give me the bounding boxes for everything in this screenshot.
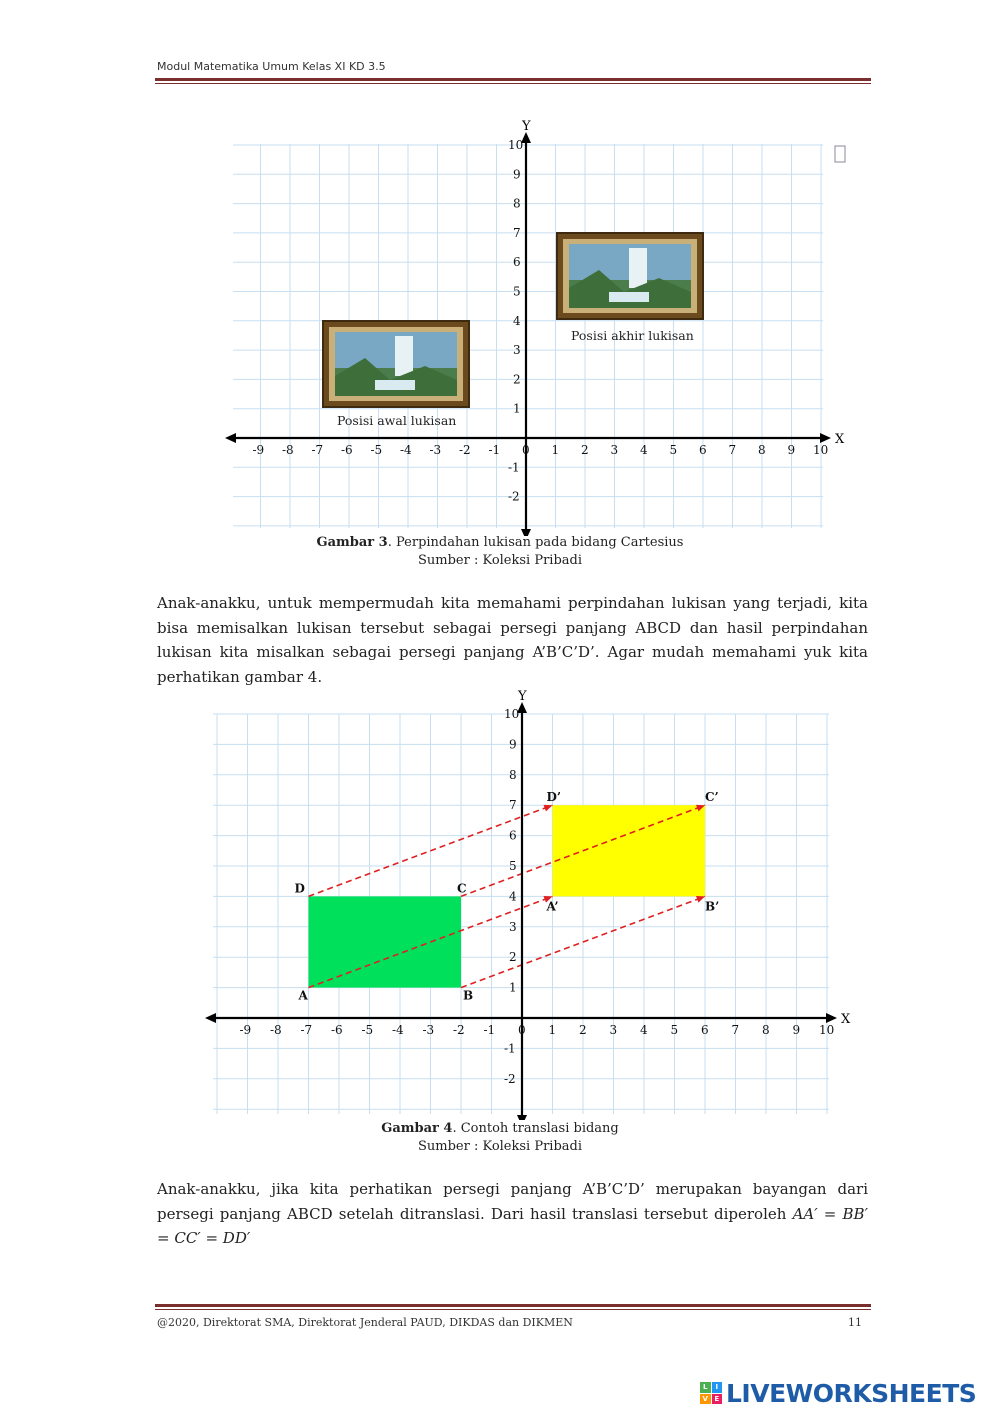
y-tick-label: 7: [509, 798, 517, 813]
x-tick-label: 2: [579, 1023, 587, 1037]
label-start-position: Posisi awal lukisan: [337, 413, 457, 428]
y-tick-label: 4: [509, 889, 517, 904]
paragraph-2-text: Anak-anakku, jika kita perhatikan persegi panjang A’B’C’D’ merupakan bayangan dari persegi panjang ABCD setelah ditranslasi. Dari hasil translasi tersebut diperoleh: [157, 1180, 868, 1223]
x-tick-label: -4: [392, 1023, 404, 1037]
vertex-label-c: C: [457, 881, 467, 896]
figure-4-translation-chart: [205, 688, 855, 1120]
y-tick-label: 1: [513, 401, 521, 416]
figure-3-grid: [233, 144, 823, 528]
x-tick-label: 7: [731, 1023, 740, 1037]
x-tick-label: -7: [300, 1023, 313, 1037]
y-tick-label: 5: [513, 284, 521, 299]
x-axis-label: X: [835, 432, 845, 447]
x-tick-label: -1: [483, 1023, 496, 1037]
page-header-title: Modul Matematika Umum Kelas XI KD 3.5: [157, 60, 386, 73]
figure-4-caption-text: . Contoh translasi bidang: [452, 1121, 619, 1136]
paragraph-2-equation: AA′ = BB′ = CC′ = DD′: [157, 1204, 868, 1247]
y-tick-label: 7: [513, 225, 521, 240]
y-tick-label: 9: [513, 167, 521, 182]
y-tick-label: 6: [513, 255, 521, 270]
x-tick-label: 8: [762, 1023, 770, 1037]
x-tick-label: 3: [609, 1023, 618, 1037]
x-tick-label: -6: [331, 1023, 343, 1037]
rectangle-abcd: [309, 896, 462, 987]
x-tick-label: 6: [701, 1023, 709, 1037]
x-tick-label: 9: [792, 1023, 801, 1037]
y-tick-label: 3: [509, 919, 517, 934]
x-tick-label: -5: [370, 443, 383, 457]
header-rule-thin: [155, 83, 871, 84]
figure-3-cartesian-painting: [225, 118, 850, 536]
y-tick-label: 6: [509, 828, 517, 843]
y-tick-label: 1: [509, 980, 517, 995]
x-tick-label: -2: [459, 443, 471, 457]
header-rule: [155, 78, 871, 81]
figure-4-axes: [205, 689, 851, 1120]
x-tick-label: -2: [453, 1023, 465, 1037]
y-tick-label: 3: [513, 343, 521, 358]
figure-4-caption: [0, 1120, 1000, 1138]
footer-rule: [155, 1304, 871, 1307]
y-tick-label: -1: [508, 460, 520, 475]
footer-copyright: @2020, Direktorat SMA, Direktorat Jenderal PAUD, DIKDAS dan DIKMEN: [157, 1316, 573, 1329]
y-axis-label: Y: [518, 689, 527, 704]
y-tick-label: 10: [504, 707, 520, 721]
x-tick-label: -3: [429, 443, 442, 457]
label-end-position: Posisi akhir lukisan: [571, 328, 694, 343]
logo-letter-tile: E: [712, 1394, 723, 1405]
y-tick-label: 10: [508, 138, 524, 152]
x-tick-label: 0: [518, 1023, 526, 1037]
x-tick-label: -9: [252, 443, 265, 457]
vertex-label-a: A: [298, 988, 308, 1003]
y-tick-label: 5: [509, 859, 517, 873]
x-tick-label: 5: [670, 1023, 679, 1037]
painting-end: [557, 233, 703, 319]
y-tick-label: 2: [513, 372, 521, 387]
y-tick-label: 9: [509, 737, 517, 752]
x-tick-label: 9: [787, 443, 796, 457]
x-tick-label: -6: [341, 443, 353, 457]
x-tick-label: 4: [640, 443, 648, 457]
x-tick-label: 8: [758, 443, 766, 457]
page-number: 11: [848, 1316, 862, 1329]
x-tick-label: 5: [669, 443, 678, 457]
x-tick-label: 3: [610, 443, 619, 457]
y-tick-label: 8: [509, 767, 517, 782]
translation-arrowhead-b: [696, 896, 705, 903]
x-tick-label: 7: [728, 443, 737, 457]
logo-letter-tile: I: [712, 1382, 723, 1393]
x-tick-label: -4: [400, 443, 412, 457]
figure-3-axes: [225, 119, 845, 536]
x-axis-arrow-left: [205, 1013, 216, 1023]
x-axis-arrow-right: [826, 1013, 837, 1023]
x-tick-label: 10: [813, 443, 829, 457]
translation-arrowhead-d: [544, 805, 553, 812]
x-tick-label: 4: [640, 1023, 648, 1037]
y-tick-label: -1: [504, 1041, 516, 1056]
liveworksheets-logo-icon: [700, 1382, 722, 1404]
x-tick-label: 2: [581, 443, 589, 457]
figure-3-source: Sumber : Koleksi Pribadi: [417, 553, 583, 568]
y-tick-label: 4: [513, 313, 521, 328]
x-axis-arrow-right: [820, 433, 831, 443]
vertex-label-a2: A’: [546, 899, 559, 914]
x-tick-label: 1: [551, 443, 560, 457]
painting-start: [323, 321, 469, 407]
y-tick-label: 8: [513, 196, 521, 211]
vertex-label-b: B: [463, 988, 474, 1003]
x-tick-label: -1: [488, 443, 501, 457]
x-axis-label: X: [841, 1012, 851, 1027]
figure-3-caption: [0, 534, 1000, 552]
footer-rule-thin: [155, 1309, 871, 1310]
liveworksheets-wordmark: LIVEWORKSHEETS: [726, 1378, 977, 1408]
y-tick-label: 2: [509, 950, 517, 965]
x-tick-label: 0: [522, 443, 530, 457]
figure-3-caption-bold: Gambar 3: [316, 535, 388, 550]
logo-letter-tile: V: [700, 1394, 711, 1405]
x-tick-label: 6: [699, 443, 707, 457]
logo-letter-tile: L: [700, 1382, 711, 1393]
figure-3-caption-text: . Perpindahan lukisan pada bidang Cartesius: [387, 535, 684, 550]
paragraph-2: [157, 1177, 868, 1251]
small-image-placeholder-icon: [835, 146, 845, 162]
y-axis-label: Y: [522, 119, 531, 134]
figure-4-caption-bold: Gambar 4: [381, 1121, 453, 1136]
x-tick-label: 10: [819, 1023, 835, 1037]
vertex-label-d: D: [294, 881, 305, 896]
x-tick-label: -8: [270, 1023, 282, 1037]
paragraph-1: Anak-anakku, untuk mempermudah kita memahami perpindahan lukisan yang terjadi, kita bisa memisalkan lukisan tersebut sebagai persegi panjang ABCD dan hasil perpindahan lukisan kita misalkan sebagai persegi panjang A’B’C’D’. Agar mudah memahami yuk kita perhatikan gambar 4.: [157, 594, 868, 686]
y-tick-label: -2: [504, 1071, 516, 1086]
x-tick-label: -8: [282, 443, 294, 457]
vertex-label-d2: D’: [546, 790, 562, 805]
figure-4-source: Sumber : Koleksi Pribadi: [417, 1139, 583, 1154]
vertex-label-c2: C’: [705, 790, 719, 805]
x-tick-label: -5: [361, 1023, 374, 1037]
liveworksheets-brand[interactable]: [700, 1378, 976, 1408]
x-tick-label: -3: [422, 1023, 435, 1037]
x-tick-label: -7: [311, 443, 324, 457]
x-axis-arrow-left: [225, 433, 236, 443]
rectangle-a-prime-b-prime-c-prime-d-prime: [553, 805, 706, 896]
x-tick-label: 1: [548, 1023, 557, 1037]
y-tick-label: -2: [508, 489, 520, 504]
vertex-label-b2: B’: [705, 899, 720, 914]
x-tick-label: -9: [239, 1023, 252, 1037]
